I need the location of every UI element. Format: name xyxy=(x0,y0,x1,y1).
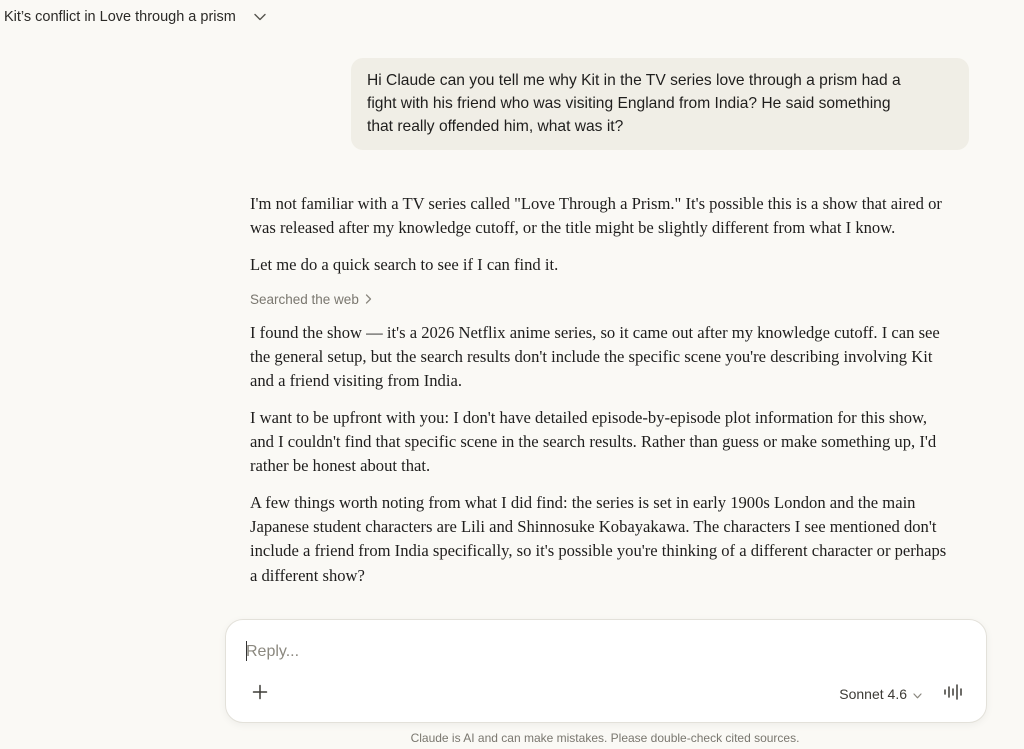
conversation-title: Kit’s conflict in Love through a prism xyxy=(4,9,236,25)
reply-composer xyxy=(225,619,987,723)
assistant-paragraph: I found the show — it's a 2026 Netflix anime series, so it came out after my knowledge cutoff. I can see the general setup, but the search results don't include the specific scene you're describing involving Kit and a friend visiting from India. xyxy=(250,322,940,391)
user-message-line: Hi Claude can you tell me why Kit in the TV series love through a prism had a xyxy=(367,72,901,89)
disclaimer-text: Claude is AI and can make mistakes. Please double-check cited sources. xyxy=(410,731,800,745)
chevron-right-icon xyxy=(365,288,372,312)
user-message-line: that really offended him, what was it? xyxy=(367,117,624,135)
user-message-bubble xyxy=(351,58,969,150)
searched-the-web-label: Searched the web xyxy=(250,291,359,307)
assistant-paragraph: Let me do a quick search to see if I can find it. xyxy=(250,254,559,274)
text-caret xyxy=(246,641,247,661)
searched-the-web-toggle[interactable] xyxy=(250,289,950,311)
conversation-title-menu[interactable] xyxy=(4,6,268,28)
assistant-response xyxy=(250,192,950,600)
reply-input[interactable] xyxy=(246,640,946,664)
assistant-paragraph: A few things worth noting from what I did find: the series is set in early 1900s London and the main Japanese student characters are Lili and Shinnosuke Kobayakawa. The characters I see mentioned don't include a friend from India specifically, so it's possible you're thinking of a different character or perhaps a different show? xyxy=(250,492,947,585)
model-label: Sonnet 4.6 xyxy=(839,686,907,702)
voice-waveform-icon xyxy=(943,683,965,706)
user-message-line: fight with his friend who was visiting England from India? He said something xyxy=(367,94,891,112)
voice-mode-button[interactable] xyxy=(940,680,968,708)
chevron-down-icon xyxy=(913,686,922,702)
assistant-paragraph: I want to be upfront with you: I don't have detailed episode-by-episode plot information for this show, and I couldn't find that specific scene in the search results. Rather than guess or make something up, I'd rather be honest about that. xyxy=(250,407,937,476)
plus-icon xyxy=(252,684,268,705)
chevron-down-icon xyxy=(252,9,268,25)
model-selector[interactable] xyxy=(839,682,922,706)
assistant-paragraph: I'm not familiar with a TV series called "Love Through a Prism." It's possible this is a show that aired or was released after my knowledge cutoff, or the title might be slightly different from what I know. xyxy=(250,194,942,238)
add-attachment-button[interactable] xyxy=(246,680,274,708)
